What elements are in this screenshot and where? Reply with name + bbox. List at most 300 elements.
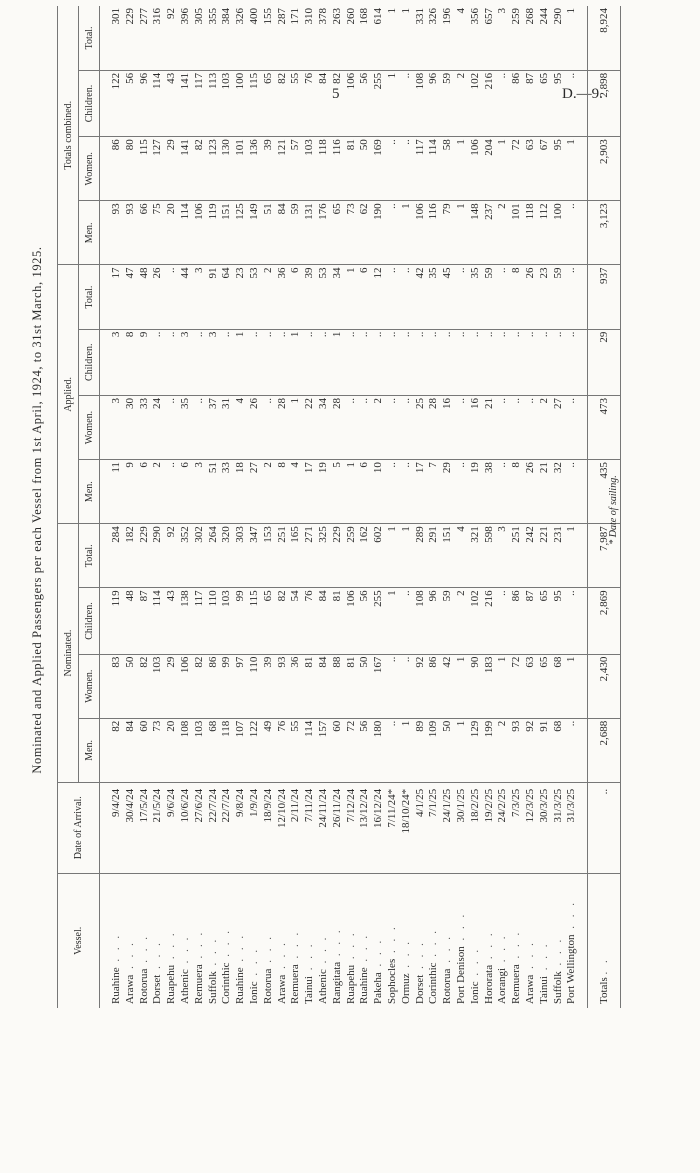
table-cell: 176 xyxy=(317,201,331,265)
table-cell: 9 xyxy=(124,460,138,524)
table-cell: 91 xyxy=(207,265,221,329)
leader-dots: . . . xyxy=(275,940,288,975)
table-row xyxy=(248,6,262,1008)
table-cell: 16 xyxy=(441,395,455,459)
table-cell: 2 xyxy=(455,70,469,136)
table-cell: 141 xyxy=(179,137,193,201)
table-cell: 19 xyxy=(317,460,331,524)
arrival-date: 30/3/25 xyxy=(538,782,552,873)
table-cell: .. xyxy=(565,718,587,782)
header-applied-women: Women. xyxy=(79,395,100,459)
table-cell: 1 xyxy=(455,718,469,782)
table-cell: 301 xyxy=(100,6,124,70)
table-cell: 122 xyxy=(248,718,262,782)
table-cell: 92 xyxy=(165,524,179,588)
table-cell: 101 xyxy=(510,201,524,265)
totals-cell: 2,869 xyxy=(588,588,621,654)
vessel-name: Remuera . . . xyxy=(193,873,207,1008)
table-cell: 310 xyxy=(303,6,317,70)
table-cell: 303 xyxy=(234,524,248,588)
table-cell: 76 xyxy=(276,718,290,782)
vessel-name: Tainui . . . xyxy=(303,873,317,1008)
table-cell: 103 xyxy=(151,654,165,718)
vessel-name: Arawa . . . xyxy=(124,873,138,1008)
table-row xyxy=(100,6,124,1008)
table-cell: 1 xyxy=(331,329,345,395)
vessel-name: Ruapehu . . . xyxy=(165,873,179,1008)
totals-cell: 2,688 xyxy=(588,718,621,782)
table-cell: 28 xyxy=(276,395,290,459)
totals-cell: 2,430 xyxy=(588,654,621,718)
table-cell: 148 xyxy=(469,201,483,265)
table-cell: 117 xyxy=(193,588,207,654)
table-cell: 29 xyxy=(165,137,179,201)
table-cell: .. xyxy=(386,718,400,782)
table-cell: 90 xyxy=(469,654,483,718)
arrival-date: 9/8/24 xyxy=(234,782,248,873)
table-cell: 2 xyxy=(455,588,469,654)
table-cell: 116 xyxy=(427,201,441,265)
table-cell: 1 xyxy=(455,201,469,265)
table-cell: .. xyxy=(565,395,587,459)
table-cell: 204 xyxy=(483,137,497,201)
table-cell: 49 xyxy=(262,718,276,782)
table-cell: 1 xyxy=(289,329,303,395)
table-cell: 180 xyxy=(372,718,386,782)
table-cell: 122 xyxy=(100,70,124,136)
arrival-date: 22/7/24 xyxy=(207,782,221,873)
table-cell: .. xyxy=(538,329,552,395)
vessel-name: Ionic . . . xyxy=(469,873,483,1008)
leader-dots: . . . xyxy=(537,941,550,977)
table-cell: 118 xyxy=(317,137,331,201)
table-cell: .. xyxy=(510,329,524,395)
totals-cell: 3,123 xyxy=(588,201,621,265)
table-cell: 2 xyxy=(496,718,510,782)
arrival-date: 30/1/25 xyxy=(455,782,469,873)
vessel-name: Aorangi . . . xyxy=(496,873,510,1008)
table-cell: .. xyxy=(358,395,372,459)
table-cell: 1 xyxy=(455,654,469,718)
table-cell: 259 xyxy=(345,524,359,588)
table-cell: .. xyxy=(496,265,510,329)
vessel-name: Arawa . . . xyxy=(276,873,290,1008)
arrival-date: 9/6/24 xyxy=(165,782,179,873)
table-cell: 1 xyxy=(386,6,400,70)
table-row xyxy=(303,6,317,1008)
table-cell: .. xyxy=(455,460,469,524)
table-cell: 88 xyxy=(331,654,345,718)
table-cell: 263 xyxy=(331,6,345,70)
table-cell: 28 xyxy=(427,395,441,459)
table-cell: 39 xyxy=(303,265,317,329)
table-cell: .. xyxy=(455,329,469,395)
table-cell: 95 xyxy=(552,588,566,654)
table-cell: 42 xyxy=(441,654,455,718)
vessel-name: Sophocles . . . xyxy=(386,873,400,1008)
table-cell: 1 xyxy=(565,6,587,70)
table-row xyxy=(234,6,248,1008)
vessel-name: Suffolk . . . xyxy=(552,873,566,1008)
table-cell: 190 xyxy=(372,201,386,265)
table-cell: 6 xyxy=(138,460,152,524)
table-cell: 321 xyxy=(469,524,483,588)
table-row xyxy=(469,6,483,1008)
table-cell: 82 xyxy=(193,654,207,718)
vessel-name: Remuera . . . xyxy=(510,873,524,1008)
arrival-date: 10/6/24 xyxy=(179,782,193,873)
table-cell: 59 xyxy=(552,265,566,329)
table-cell: 93 xyxy=(124,201,138,265)
table-cell: 26 xyxy=(248,395,262,459)
vessel-name: Athenic . . . xyxy=(179,873,193,1008)
table-cell: 119 xyxy=(100,588,124,654)
table-cell: 29 xyxy=(441,460,455,524)
table-cell: 2 xyxy=(262,265,276,329)
table-cell: 34 xyxy=(331,265,345,329)
table-cell: 149 xyxy=(248,201,262,265)
arrival-date: 18/10/24* xyxy=(400,782,414,873)
table-cell: 6 xyxy=(179,460,193,524)
table-cell: 3 xyxy=(100,329,124,395)
table-cell: 107 xyxy=(234,718,248,782)
table-cell: 30 xyxy=(124,395,138,459)
table-cell: 155 xyxy=(262,6,276,70)
table-cell: 102 xyxy=(469,588,483,654)
table-cell: .. xyxy=(400,265,414,329)
leader-dots: . . . xyxy=(454,911,467,947)
table-cell: 47 xyxy=(124,265,138,329)
table-cell: .. xyxy=(165,329,179,395)
table-cell: 75 xyxy=(151,201,165,265)
table-cell: 17 xyxy=(414,460,428,524)
table-title: Nominated and Applied Passengers per each Vessel from 1st April, 1924, to 31st March, 1925. xyxy=(30,246,44,774)
table-cell: 103 xyxy=(220,588,234,654)
table-cell: 95 xyxy=(552,70,566,136)
table-cell: 114 xyxy=(151,70,165,136)
table-cell: 80 xyxy=(124,137,138,201)
table-cell: 153 xyxy=(262,524,276,588)
table-cell: 86 xyxy=(510,588,524,654)
table-cell: 331 xyxy=(414,6,428,70)
table-cell: 4 xyxy=(234,395,248,459)
header-combined-total: Total. xyxy=(79,6,100,70)
table-cell: 326 xyxy=(427,6,441,70)
table-cell: 82 xyxy=(193,137,207,201)
table-row xyxy=(400,6,414,1008)
table-cell: 57 xyxy=(289,137,303,201)
table-cell: 89 xyxy=(414,718,428,782)
table-cell: 1 xyxy=(386,70,400,136)
table-cell: 65 xyxy=(538,654,552,718)
table-cell: 291 xyxy=(427,524,441,588)
table-cell: 65 xyxy=(331,201,345,265)
table-cell: 39 xyxy=(262,137,276,201)
table-cell: 86 xyxy=(427,654,441,718)
vessel-name: Ruahine . . . xyxy=(234,873,248,1008)
arrival-date: 7/11/24 xyxy=(303,782,317,873)
table-cell: 325 xyxy=(317,524,331,588)
table-cell: .. xyxy=(565,329,587,395)
table-cell: 151 xyxy=(220,201,234,265)
table-cell: 118 xyxy=(220,718,234,782)
vessel-name: Rotorua . . . xyxy=(441,873,455,1008)
table-cell: 93 xyxy=(510,718,524,782)
table-cell: 182 xyxy=(124,524,138,588)
table-cell: 290 xyxy=(552,6,566,70)
table-cell: 56 xyxy=(358,70,372,136)
arrival-date: 7/12/24 xyxy=(345,782,359,873)
table-cell: 199 xyxy=(483,718,497,782)
table-cell: 50 xyxy=(358,137,372,201)
table-cell: 82 xyxy=(331,70,345,136)
table-cell: 123 xyxy=(207,137,221,201)
table-cell: 169 xyxy=(372,137,386,201)
header-combined-women: Women. xyxy=(79,137,100,201)
table-cell: 231 xyxy=(552,524,566,588)
table-cell: 287 xyxy=(276,6,290,70)
table-row xyxy=(151,6,165,1008)
totals-label: Totals . . xyxy=(588,873,621,1008)
table-cell: 50 xyxy=(124,654,138,718)
table-cell: 6 xyxy=(358,265,372,329)
table-cell: 83 xyxy=(100,654,124,718)
table-cell: .. xyxy=(565,460,587,524)
table-cell: 56 xyxy=(358,588,372,654)
table-cell: 3 xyxy=(193,265,207,329)
table-cell: 352 xyxy=(179,524,193,588)
table-cell: 302 xyxy=(193,524,207,588)
table-cell: 72 xyxy=(510,654,524,718)
vessel-name: Athenic . . . xyxy=(317,873,331,1008)
table-cell: 106 xyxy=(179,654,193,718)
header-nominated-women: Women. xyxy=(79,654,100,718)
table-cell: 8 xyxy=(510,460,524,524)
table-row xyxy=(510,6,524,1008)
header-nominated-men: Men. xyxy=(79,718,100,782)
leader-dots: . . . xyxy=(206,936,219,972)
table-cell: 118 xyxy=(524,201,538,265)
table-row xyxy=(138,6,152,1008)
table-cell: 101 xyxy=(234,137,248,201)
table-cell: 87 xyxy=(524,70,538,136)
table-cell: 93 xyxy=(100,201,124,265)
table-cell: 60 xyxy=(138,718,152,782)
table-row xyxy=(289,6,303,1008)
table-row xyxy=(262,6,276,1008)
table-cell: 84 xyxy=(317,654,331,718)
vessel-name: Remuera . . . xyxy=(289,873,303,1008)
header-date: Date of Arrival. xyxy=(58,782,100,873)
leader-dots: . . . xyxy=(220,927,233,963)
table-cell: 305 xyxy=(193,6,207,70)
table-cell: .. xyxy=(510,395,524,459)
table-cell: 1 xyxy=(400,718,414,782)
table-body xyxy=(100,6,588,1008)
arrival-date: 24/1/25 xyxy=(441,782,455,873)
table-cell: 38 xyxy=(483,460,497,524)
table-cell: 130 xyxy=(220,137,234,201)
table-cell: 84 xyxy=(276,201,290,265)
table-cell: 92 xyxy=(165,6,179,70)
arrival-date: 30/4/24 xyxy=(124,782,138,873)
table-cell: 73 xyxy=(151,718,165,782)
table-cell: .. xyxy=(427,329,441,395)
table-cell: 167 xyxy=(372,654,386,718)
table-cell: 99 xyxy=(220,654,234,718)
table-cell: 72 xyxy=(345,718,359,782)
table-row xyxy=(441,6,455,1008)
vessel-name: Dorset . . . xyxy=(151,873,165,1008)
table-cell: 162 xyxy=(358,524,372,588)
header-applied-men: Men. xyxy=(79,460,100,524)
table-row xyxy=(358,6,372,1008)
table-cell: .. xyxy=(469,329,483,395)
table-cell: 6 xyxy=(358,460,372,524)
arrival-date: 1/9/24 xyxy=(248,782,262,873)
table-cell: 1 xyxy=(400,201,414,265)
arrival-date: 21/5/24 xyxy=(151,782,165,873)
table-cell: .. xyxy=(372,329,386,395)
table-cell: .. xyxy=(565,588,587,654)
table-cell: 119 xyxy=(207,201,221,265)
table-cell: 125 xyxy=(234,201,248,265)
table-cell: .. xyxy=(386,329,400,395)
rotated-table-block xyxy=(30,5,630,1010)
table-cell: .. xyxy=(165,460,179,524)
table-cell: 43 xyxy=(165,588,179,654)
table-cell: 27 xyxy=(248,460,262,524)
table-cell: 3 xyxy=(496,6,510,70)
arrival-date: 13/12/24 xyxy=(358,782,372,873)
table-cell: 356 xyxy=(469,6,483,70)
leader-dots: . . . xyxy=(289,929,302,965)
table-cell: 108 xyxy=(414,588,428,654)
table-cell: 114 xyxy=(303,718,317,782)
table-cell: .. xyxy=(524,395,538,459)
table-cell: 1 xyxy=(400,524,414,588)
table-cell: 63 xyxy=(524,654,538,718)
table-cell: 117 xyxy=(193,70,207,136)
table-cell: 37 xyxy=(207,395,221,459)
table-cell: 127 xyxy=(151,137,165,201)
table-cell: 50 xyxy=(358,654,372,718)
table-cell: 114 xyxy=(151,588,165,654)
table-cell: 113 xyxy=(207,70,221,136)
table-cell: 86 xyxy=(510,70,524,136)
vessel-name: Suffolk . . . xyxy=(207,873,221,1008)
table-cell: 157 xyxy=(317,718,331,782)
arrival-date: 24/11/24 xyxy=(317,782,331,873)
vessel-name: Corinthic . . . xyxy=(220,873,234,1008)
table-cell: 45 xyxy=(441,265,455,329)
table-cell: 1 xyxy=(496,137,510,201)
table-cell: 378 xyxy=(317,6,331,70)
table-cell: 59 xyxy=(441,70,455,136)
table-cell: 9 xyxy=(138,329,152,395)
table-row xyxy=(538,6,552,1008)
table-cell: 17 xyxy=(100,265,124,329)
table-cell: 115 xyxy=(138,137,152,201)
totals-cell: 473 xyxy=(588,395,621,459)
table-cell: .. xyxy=(165,265,179,329)
table-cell: 53 xyxy=(248,265,262,329)
table-cell: 3 xyxy=(179,329,193,395)
table-cell: 255 xyxy=(372,70,386,136)
table-cell: 81 xyxy=(331,588,345,654)
table-cell: .. xyxy=(496,329,510,395)
vessel-name: Rotorua . . . xyxy=(138,873,152,1008)
table-cell: 72 xyxy=(510,137,524,201)
table-cell: 16 xyxy=(469,395,483,459)
table-cell: .. xyxy=(386,460,400,524)
table-cell: .. xyxy=(220,329,234,395)
table-cell: 3 xyxy=(207,329,221,395)
leader-dots: . . . xyxy=(496,933,509,968)
table-cell: 17 xyxy=(303,460,317,524)
table-cell: .. xyxy=(565,201,587,265)
table-cell: 221 xyxy=(538,524,552,588)
table-row xyxy=(317,6,331,1008)
table-cell: 23 xyxy=(234,265,248,329)
totals-cell: 2,903 xyxy=(588,137,621,201)
table-cell: .. xyxy=(386,201,400,265)
leader-dots: . . . xyxy=(427,927,440,963)
table-cell: 58 xyxy=(441,137,455,201)
table-cell: .. xyxy=(345,395,359,459)
table-cell: 35 xyxy=(179,395,193,459)
table-cell: 108 xyxy=(179,718,193,782)
table-cell: 1 xyxy=(565,524,587,588)
vessel-name: Rotorua . . . xyxy=(262,873,276,1008)
table-cell: 82 xyxy=(276,70,290,136)
vessel-name: Ormuz . . . xyxy=(400,873,414,1008)
table-cell: .. xyxy=(386,265,400,329)
table-cell: 400 xyxy=(248,6,262,70)
vessel-name: Arawa . . . xyxy=(524,873,538,1008)
table-cell: 141 xyxy=(179,70,193,136)
header-totals-combined: Totals combined. xyxy=(58,6,79,265)
leader-dots: . . . xyxy=(261,934,274,969)
table-cell: .. xyxy=(193,395,207,459)
table-cell: 27 xyxy=(552,395,566,459)
table-cell: .. xyxy=(165,395,179,459)
table-cell: 320 xyxy=(220,524,234,588)
table-cell: 64 xyxy=(220,265,234,329)
table-cell: 251 xyxy=(510,524,524,588)
leader-dots: . . . xyxy=(399,938,412,974)
table-cell: 48 xyxy=(124,588,138,654)
table-cell: 1 xyxy=(400,6,414,70)
table-cell: 8 xyxy=(510,265,524,329)
vessel-name: Port Denison . . . xyxy=(455,873,469,1008)
arrival-date: 12/3/25 xyxy=(524,782,538,873)
table-cell: 1 xyxy=(234,329,248,395)
table-cell: 82 xyxy=(100,718,124,782)
table-cell: 396 xyxy=(179,6,193,70)
leader-dots: . . . xyxy=(551,936,564,972)
leader-dots: . . . xyxy=(192,929,205,965)
table-row xyxy=(276,6,290,1008)
table-cell: .. xyxy=(303,329,317,395)
arrival-date: 18/2/25 xyxy=(469,782,483,873)
table-cell: 51 xyxy=(207,460,221,524)
table-cell: .. xyxy=(552,329,566,395)
table-cell: 36 xyxy=(289,654,303,718)
table-cell: 97 xyxy=(234,654,248,718)
table-cell: 168 xyxy=(358,6,372,70)
table-cell: 598 xyxy=(483,524,497,588)
